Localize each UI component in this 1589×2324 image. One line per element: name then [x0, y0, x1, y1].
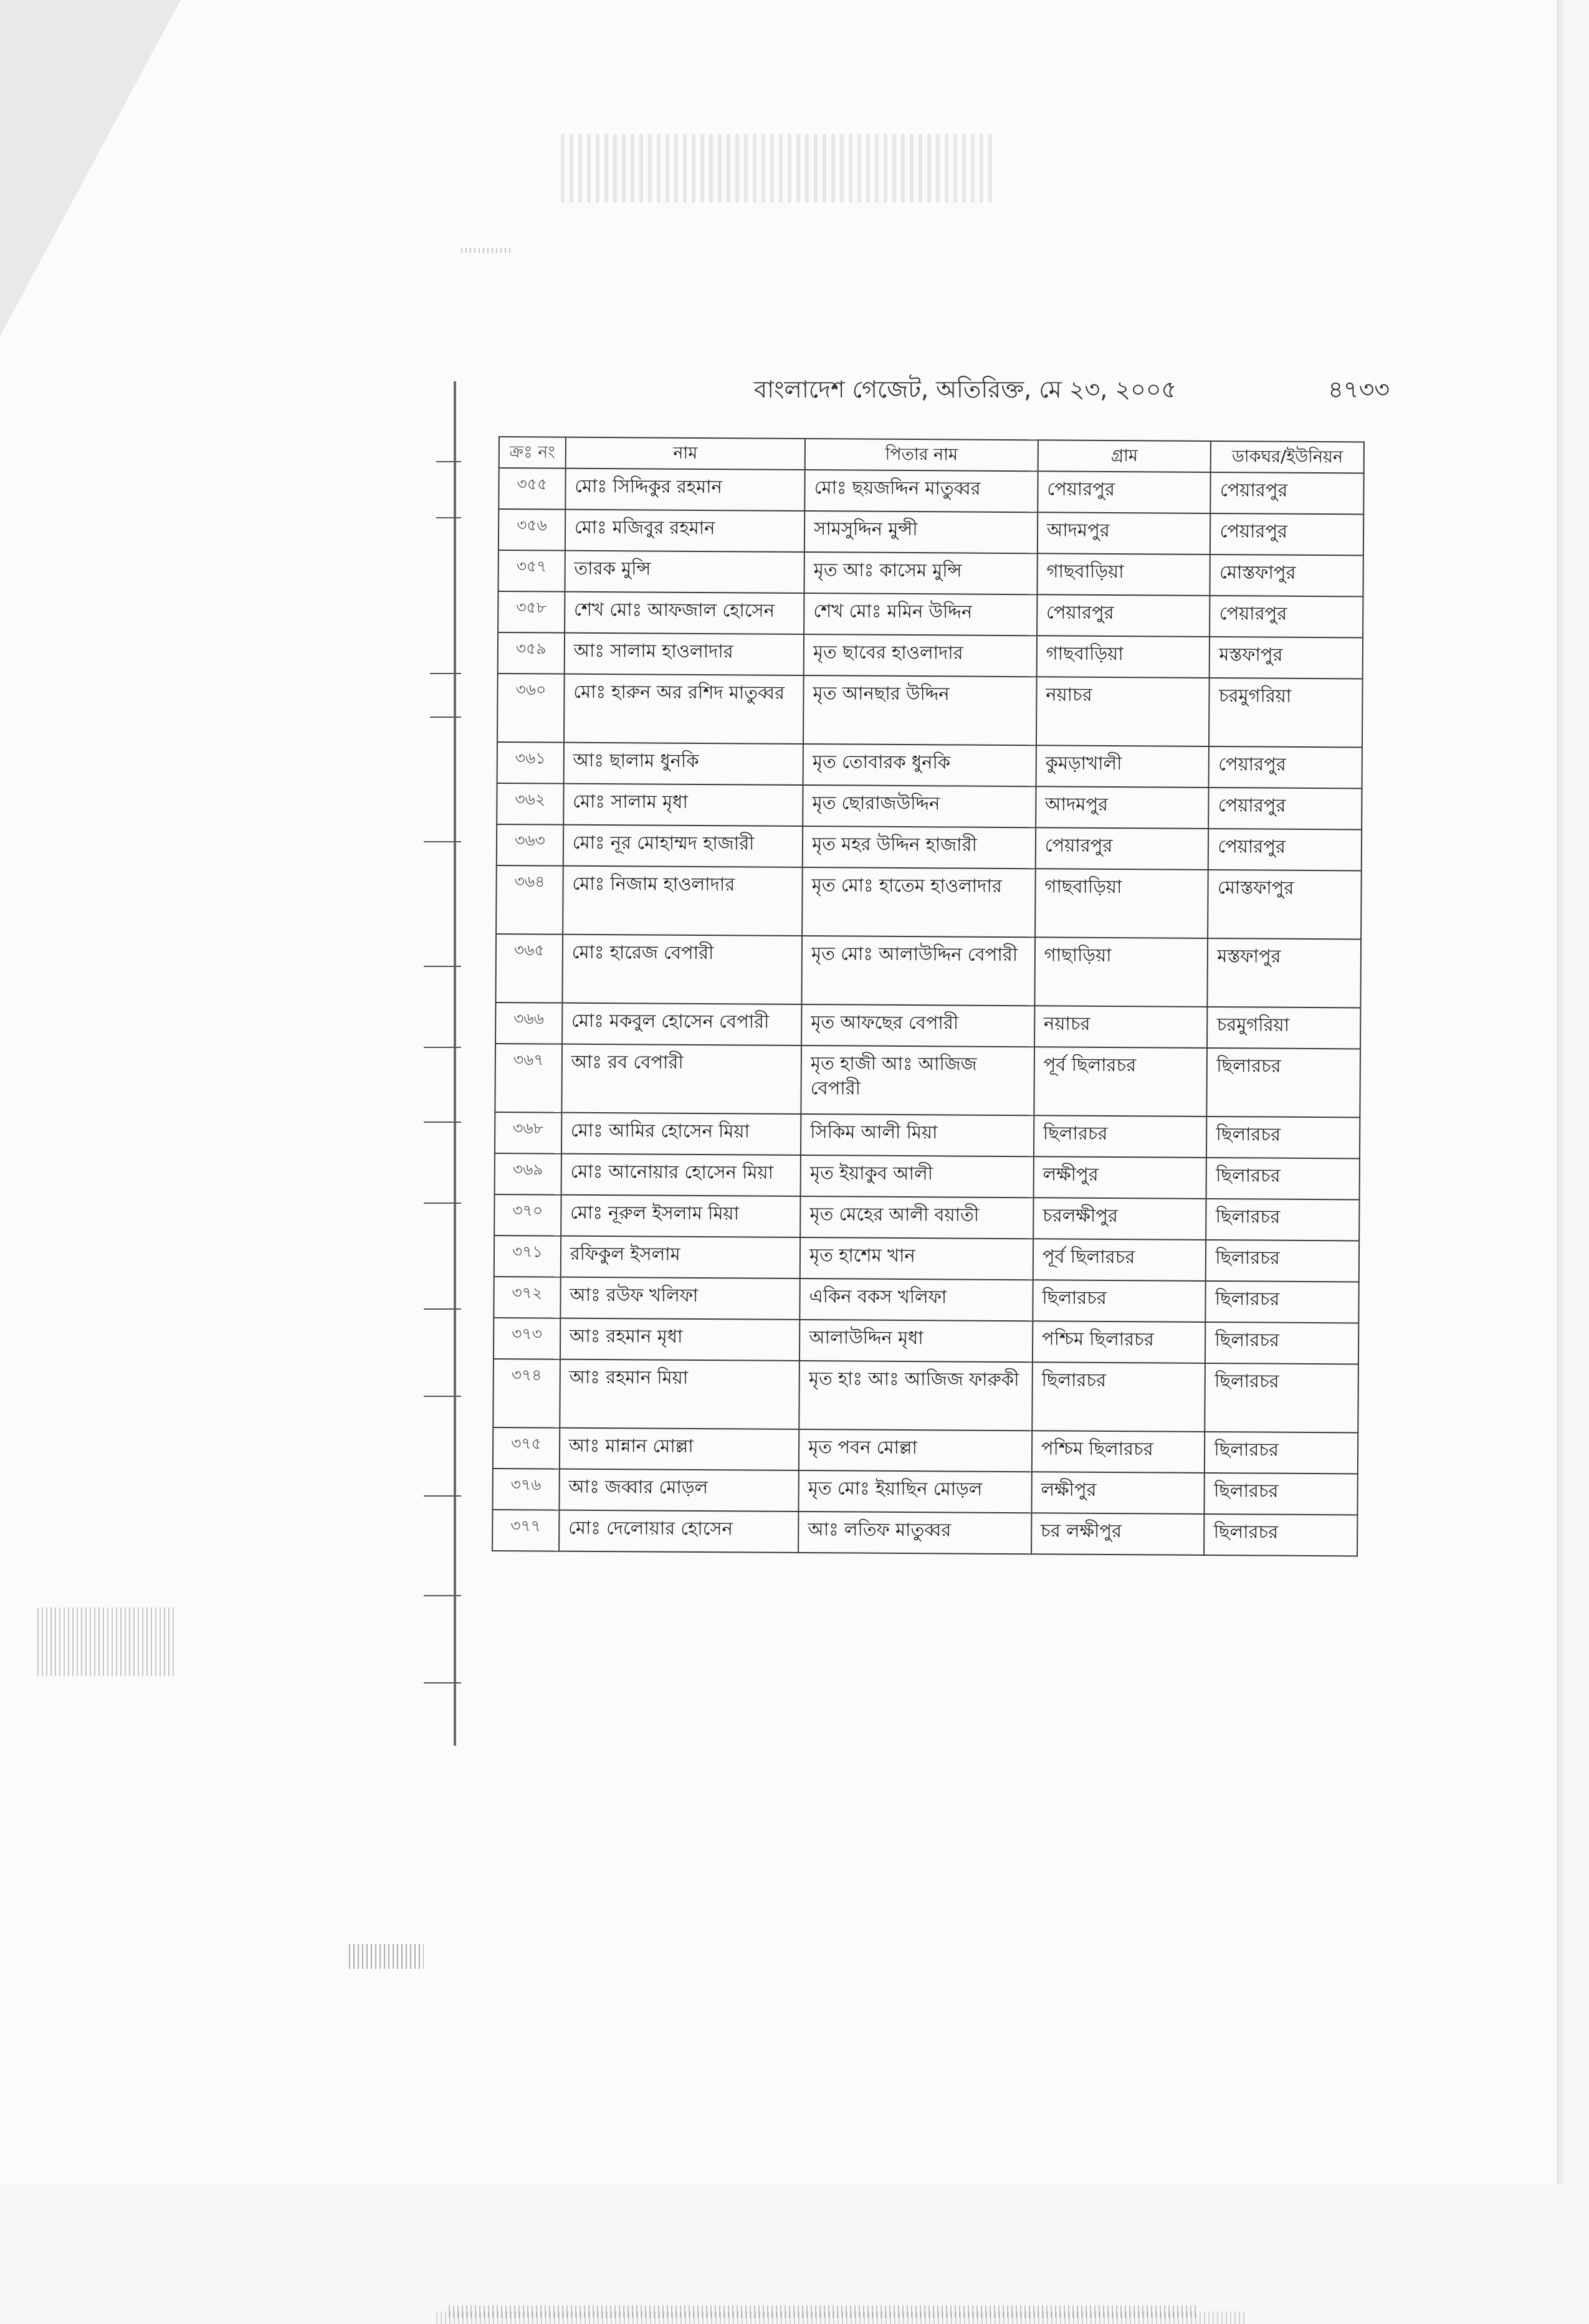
cell-village: গাছবাড়িয়া — [1036, 636, 1210, 679]
cell-father-name: মৃত মোঃ আলাউদ্দিন বেপারী — [802, 936, 1035, 1006]
table-row — [494, 1277, 1358, 1323]
scan-smudge — [349, 1944, 424, 1969]
cell-name: মোঃ নূরুল ইসলাম মিয়া — [561, 1195, 801, 1237]
beneficiary-table — [492, 436, 1365, 1557]
scan-smudge — [37, 1607, 174, 1676]
cell-father-name: সিকিম আলী মিয়া — [801, 1114, 1034, 1156]
cell-village: কুমড়াখালী — [1036, 746, 1209, 788]
cell-village: পেয়ারপুর — [1036, 828, 1209, 870]
table-row — [495, 1044, 1360, 1117]
table-row — [495, 934, 1361, 1007]
cell-village: নয়াচর — [1034, 1006, 1208, 1049]
table-row — [494, 1194, 1359, 1241]
cell-name: আঃ ছালাম ধুনকি — [563, 743, 803, 785]
cell-father-name: মৃত মোঃ হাতেম হাওলাদার — [802, 867, 1035, 937]
cell-father-name: মৃত ছোরাজউদ্দিন — [803, 785, 1036, 827]
cell-post-union: চরমুগরিয়া — [1207, 1007, 1360, 1049]
cell-village: ছিলারচর — [1034, 1116, 1207, 1158]
cell-father-name: মৃত ইয়াকুব আলী — [801, 1155, 1034, 1198]
cell-father-name: মৃত আফছের বেপারী — [801, 1004, 1034, 1047]
cell-village: পশ্চিম ছিলারচর — [1032, 1431, 1205, 1474]
cell-village: আদমপুর — [1038, 513, 1211, 555]
cell-post-union: পেয়ারপুর — [1211, 472, 1364, 514]
cell-father-name: সামসুদ্দিন মুন্সী — [804, 511, 1038, 553]
show-through-text — [561, 134, 997, 202]
cell-serial-number: ৩৭১ — [494, 1236, 561, 1277]
cell-name: আঃ রহমান মিয়া — [560, 1360, 799, 1429]
cell-village: পশ্চিম ছিলারচর — [1033, 1322, 1206, 1364]
cell-father-name: মৃত মেহের আলী বয়াতী — [800, 1196, 1033, 1239]
cell-name: মোঃ মকবুল হোসেন বেপারী — [562, 1003, 802, 1045]
cell-post-union: চরমুগরিয়া — [1209, 678, 1362, 747]
table-row — [497, 674, 1363, 747]
cell-village: নয়াচর — [1036, 677, 1210, 747]
cell-father-name: মৃত মোঃ ইয়াছিন মোড়ল — [799, 1470, 1032, 1513]
margin-tick — [424, 1682, 461, 1683]
cell-name: মোঃ হারেজ বেপারী — [562, 935, 802, 1004]
binding-margin-rule — [454, 381, 456, 1746]
cell-name: মোঃ দেলোয়ার হোসেন — [559, 1510, 799, 1553]
margin-tick — [424, 1495, 461, 1497]
cell-serial-number: ৩৫৯ — [498, 632, 565, 674]
cell-father-name: আলাউদ্দিন মৃধা — [799, 1320, 1033, 1362]
table-row — [493, 1359, 1358, 1432]
cell-father-name: শেখ মোঃ মমিন উদ্দিন — [804, 593, 1037, 636]
cell-village: পেয়ারপুর — [1037, 595, 1210, 637]
cell-serial-number: ৩৭৫ — [493, 1427, 560, 1469]
margin-tick — [424, 1595, 461, 1596]
cell-name: আঃ মান্নান মোল্লা — [560, 1428, 799, 1470]
table-row — [495, 1112, 1360, 1158]
cell-serial-number: ৩৫৭ — [498, 550, 565, 592]
cell-name: রফিকুল ইসলাম — [561, 1236, 801, 1279]
table-row — [495, 1153, 1360, 1199]
scan-smudge — [436, 2312, 1246, 2324]
cell-village: লক্ষীপুর — [1033, 1157, 1206, 1199]
margin-tick — [424, 1047, 461, 1048]
column-header-name: নাম — [565, 437, 805, 470]
cell-father-name: মোঃ ছয়জদ্দিন মাতুব্বর — [804, 470, 1038, 512]
margin-tick — [424, 1202, 461, 1204]
margin-tick — [430, 673, 461, 674]
cell-post-union: ছিলারচর — [1205, 1363, 1358, 1432]
page-edge — [1557, 0, 1564, 2184]
cell-village: ছিলারচর — [1033, 1280, 1206, 1323]
margin-tick — [430, 717, 461, 718]
table-row — [498, 591, 1363, 637]
cell-father-name: মৃত ছাবের হাওলাদার — [804, 634, 1037, 677]
cell-serial-number: ৩৭৪ — [493, 1359, 560, 1428]
cell-serial-number: ৩৬৪ — [496, 865, 563, 935]
cell-post-union: ছিলারচর — [1206, 1199, 1360, 1241]
cell-serial-number: ৩৬৫ — [495, 934, 562, 1003]
cell-father-name: মৃত হাশেম খান — [800, 1237, 1033, 1280]
cell-father-name: মৃত তোবারক ধুনকি — [803, 744, 1036, 786]
cell-name: শেখ মোঃ আফজাল হোসেন — [565, 592, 804, 634]
table-row — [492, 1510, 1357, 1556]
table-row — [499, 509, 1363, 555]
cell-serial-number: ৩৬৬ — [495, 1002, 562, 1044]
page-number: ৪৭৩৩ — [1328, 376, 1390, 403]
cell-serial-number: ৩৭৩ — [494, 1318, 560, 1360]
cell-serial-number: ৩৭০ — [494, 1194, 561, 1236]
cell-name: আঃ জব্বার মোড়ল — [559, 1469, 799, 1512]
cell-serial-number: ৩৬১ — [497, 742, 564, 784]
table-row — [495, 1002, 1360, 1049]
cell-post-union: পেয়ারপুর — [1209, 746, 1362, 788]
cell-post-union: পেয়ারপুর — [1208, 829, 1362, 870]
cell-name: আঃ সালাম হাওলাদার — [564, 633, 804, 675]
cell-post-union: ছিলারচর — [1206, 1281, 1359, 1323]
table-body — [492, 468, 1364, 1556]
table-row — [494, 1236, 1359, 1282]
cell-serial-number: ৩৫৫ — [499, 468, 565, 510]
cell-serial-number: ৩৫৮ — [498, 591, 565, 633]
gazette-header — [685, 374, 1390, 411]
cell-serial-number: ৩৭৭ — [492, 1510, 559, 1551]
cell-father-name: মৃত মহর উদ্দিন হাজারী — [803, 826, 1036, 869]
cell-village: পূর্ব ছিলারচর — [1033, 1239, 1206, 1282]
table-row — [497, 742, 1362, 788]
table-row — [497, 783, 1362, 829]
cell-father-name: মৃত হাঃ আঃ আজিজ ফারুকী — [799, 1361, 1032, 1431]
cell-serial-number: ৩৭২ — [494, 1277, 560, 1318]
cell-village: গাছাড়িয়া — [1034, 938, 1208, 1007]
column-header-father-name: পিতার নাম — [805, 439, 1038, 472]
cell-serial-number: ৩৬৯ — [495, 1153, 561, 1195]
cell-post-union: ছিলারচর — [1205, 1432, 1358, 1474]
cell-father-name: আঃ লতিফ মাতুব্বর — [798, 1512, 1031, 1554]
cell-post-union: ছিলারচর — [1205, 1322, 1358, 1364]
cell-village: ছিলারচর — [1032, 1363, 1205, 1432]
column-header-post-union: ডাকঘর/ইউনিয়ন — [1211, 441, 1364, 474]
cell-post-union: ছিলারচর — [1207, 1048, 1360, 1117]
cell-village: গাছবাড়িয়া — [1035, 869, 1208, 939]
table-row — [497, 824, 1362, 870]
table-row — [499, 468, 1363, 514]
cell-post-union: পেয়ারপুর — [1210, 596, 1363, 637]
table-row — [498, 632, 1363, 679]
cell-post-union: মোস্তফাপুর — [1210, 555, 1363, 596]
margin-tick — [424, 1396, 461, 1397]
margin-tick — [424, 841, 461, 842]
cell-village: আদমপুর — [1036, 787, 1209, 829]
margin-tick — [436, 517, 461, 518]
cell-post-union: মস্তফাপুর — [1210, 637, 1363, 679]
cell-name: মোঃ মজিবুর রহমান — [565, 510, 805, 552]
scan-smudge — [461, 248, 511, 253]
column-header-serial: ক্রঃ নং — [499, 437, 566, 469]
cell-village: পেয়ারপুর — [1038, 472, 1211, 514]
table-header-row — [499, 437, 1364, 474]
cell-post-union: পেয়ারপুর — [1210, 513, 1363, 555]
cell-name: আঃ রহমান মৃধা — [560, 1318, 800, 1361]
gazette-title: বাংলাদেশ গেজেট, অতিরিক্ত, মে ২৩, ২০০৫ — [754, 376, 1177, 403]
cell-post-union: ছিলারচর — [1205, 1473, 1358, 1515]
cell-name: মোঃ আমির হোসেন মিয়া — [561, 1113, 801, 1155]
cell-name: তারক মুন্সি — [565, 551, 804, 593]
cell-serial-number: ৩৬০ — [497, 674, 564, 743]
margin-tick — [424, 966, 461, 967]
cell-name: মোঃ সিদ্দিকুর রহমান — [565, 469, 805, 511]
table-row — [494, 1318, 1358, 1364]
cell-father-name: মৃত হাজী আঃ আজিজ বেপারী — [801, 1045, 1034, 1115]
cell-serial-number: ৩৭৬ — [492, 1469, 559, 1510]
table-row — [492, 1469, 1357, 1515]
cell-serial-number: ৩৬৩ — [497, 824, 563, 866]
cell-post-union: মোস্তফাপুর — [1208, 870, 1362, 939]
cell-name: আঃ রব বেপারী — [561, 1044, 801, 1114]
cell-serial-number: ৩৬২ — [497, 783, 563, 825]
margin-tick — [436, 461, 461, 462]
cell-village: পূর্ব ছিলারচর — [1034, 1047, 1207, 1117]
cell-village: গাছবাড়িয়া — [1037, 554, 1210, 596]
table-row — [493, 1427, 1358, 1474]
cell-name: আঃ রউফ খলিফা — [560, 1277, 800, 1320]
margin-tick — [424, 1308, 461, 1310]
cell-name: মোঃ আনোয়ার হোসেন মিয়া — [561, 1154, 801, 1196]
cell-name: মোঃ নিজাম হাওলাদার — [563, 866, 803, 936]
cell-father-name: মৃত আঃ কাসেম মুন্সি — [804, 552, 1038, 594]
cell-village: চরলক্ষীপুর — [1033, 1198, 1206, 1241]
column-header-village: গ্রাম — [1038, 440, 1211, 472]
cell-serial-number: ৩৬৭ — [495, 1044, 561, 1113]
cell-father-name: মৃত আনছার উদ্দিন — [803, 675, 1036, 745]
cell-father-name: মৃত পবন মোল্লা — [799, 1429, 1032, 1472]
cell-name: মোঃ নূর মোহাম্মদ হাজারী — [563, 825, 803, 867]
cell-name: মোঃ সালাম মৃধা — [563, 784, 803, 826]
cell-post-union: ছিলারচর — [1204, 1514, 1357, 1556]
cell-post-union: ছিলারচর — [1206, 1158, 1360, 1199]
cell-post-union: ছিলারচর — [1206, 1240, 1359, 1282]
table-row — [498, 550, 1363, 596]
cell-post-union: পেয়ারপুর — [1209, 788, 1362, 829]
cell-serial-number: ৩৬৮ — [495, 1112, 561, 1154]
cell-post-union: ছিলারচর — [1206, 1117, 1360, 1158]
cell-father-name: একিন বকস খলিফা — [799, 1279, 1033, 1321]
table-row — [496, 865, 1362, 939]
cell-village: চর লক্ষীপুর — [1031, 1513, 1205, 1556]
cell-post-union: মস্তফাপুর — [1208, 938, 1361, 1007]
cell-name: মোঃ হারুন অর রশিদ মাতুব্বর — [564, 674, 804, 744]
cell-serial-number: ৩৫৬ — [499, 509, 565, 551]
margin-tick — [424, 1122, 461, 1123]
cell-village: লক্ষীপুর — [1031, 1472, 1205, 1515]
